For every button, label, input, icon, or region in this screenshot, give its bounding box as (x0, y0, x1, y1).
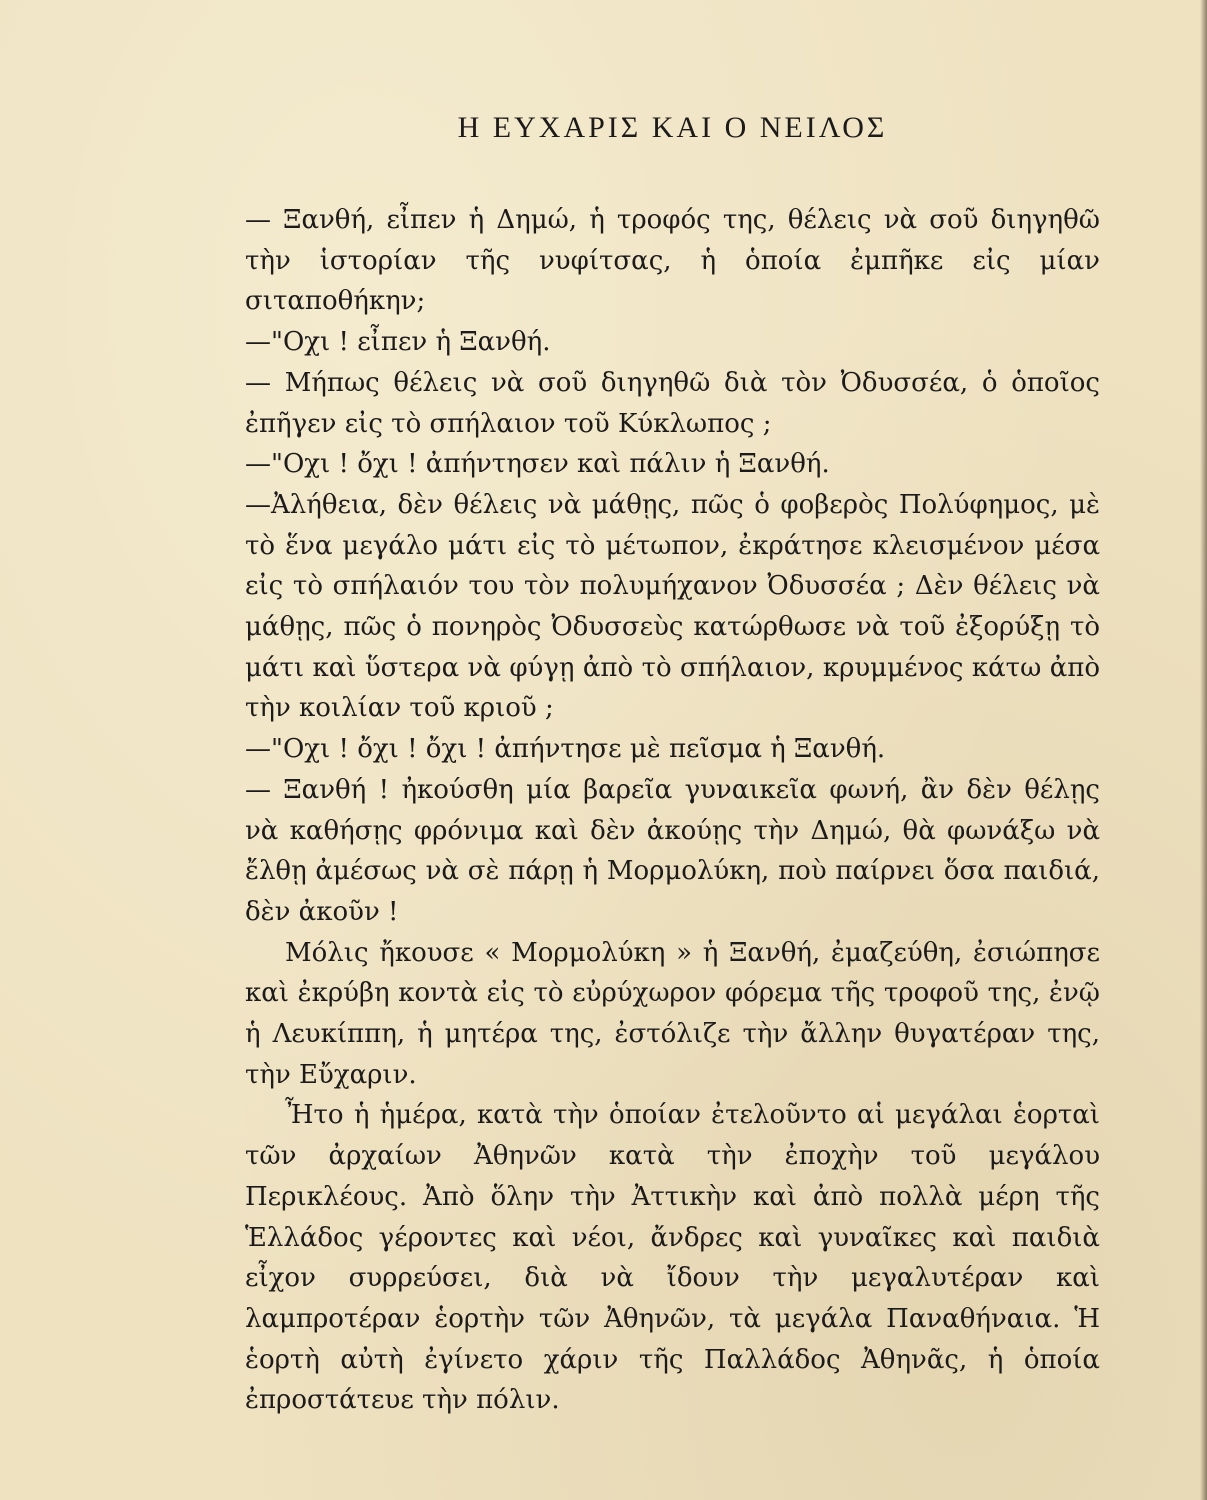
text-block (245, 108, 1100, 1421)
paragraph-5: —Ἀλήθεια, δὲν θέλεις νὰ μάθῃς, πῶς ὁ φοβερὸς Πολύφημος, μὲ τὸ ἕνα μεγάλο μάτι εἰς τὸ μέτωπον, ἐκράτησε κλεισμένον μέσα εἰς τὸ σπήλαιόν του τὸν πολυμήχανον Ὀδυσσέα ; Δὲν θέλεις νὰ μάθῃς, πῶς ὁ πονηρὸς Ὀδυσσεὺς κατώρθωσε νὰ τοῦ ἐξορύξῃ τὸ μάτι καὶ ὕστερα νὰ φύγῃ ἀπὸ τὸ σπήλαιον, κρυμμένος κάτω ἀπὸ τὴν κοιλίαν τοῦ κριοῦ ; (245, 489, 1100, 724)
paragraph-7: — Ξανθή ! ἠκούσθη μία βαρεῖα γυναικεῖα φωνή, ἂν δὲν θέλῃς νὰ καθήσῃς φρόνιμα καὶ δὲν ἀκούῃς τὴν Δημώ, θὰ φωνάξω νὰ ἔλθῃ ἀμέσως νὰ σὲ πάρῃ ἡ Μορμολύκη, ποὺ παίρνει ὅσα παιδιά, δὲν ἀκοῦν ! (245, 774, 1100, 927)
paragraph-4: —"Οχι ! ὄχι ! ἀπήντησεν καὶ πάλιν ἡ Ξανθή. (245, 449, 830, 480)
chapter-title: Η ΕΥΧΑΡΙΣ ΚΑΙ Ο ΝΕΙΛΟΣ (457, 111, 888, 144)
paragraph-9: Ἦτο ἡ ἡμέρα, κατὰ τὴν ὁποίαν ἐτελοῦντο αἱ μεγάλαι ἑορταὶ τῶν ἀρχαίων Ἀθηνῶν κατὰ τὴν ἐποχὴν τοῦ μεγάλου Περικλέους. Ἀπὸ ὅλην τὴν Ἀττικὴν καὶ ἀπὸ πολλὰ μέρη τῆς Ἑλλάδος γέροντες καὶ νέοι, ἄνδρες καὶ γυναῖκες καὶ παιδιὰ εἶχον συρρεύσει, διὰ νὰ ἴδουν τὴν μεγαλυτέραν καὶ λαμπροτέραν ἑορτὴν τῶν Ἀθηνῶν, τὰ μεγάλα Παναθήναια. Ἡ ἑορτὴ αὐτὴ ἐγίνετο χάριν τῆς Παλλάδος Ἀθηνᾶς, ἡ ὁποία ἐπροστάτευε τὴν πόλιν. (245, 1100, 1100, 1416)
paragraph-1: — Ξανθή, εἶπεν ἡ Δημώ, ἡ τροφός της, θέλεις νὰ σοῦ διηγηθῶ τὴν ἱστορίαν τῆς νυφίτσας, ἡ ὁποία ἐμπῆκε εἰς μίαν σιταποθήκην; (245, 205, 1100, 317)
paragraph-3: — Μήπως θέλεις νὰ σοῦ διηγηθῶ διὰ τὸν Ὀδυσσέα, ὁ ὁποῖος ἐπῆγεν εἰς τὸ σπήλαιον τοῦ Κύκλωπος ; (245, 367, 1100, 439)
paragraph-2: —"Οχι ! εἶπεν ἡ Ξανθή. (245, 327, 551, 358)
page-edge-shadow (1200, 0, 1207, 1500)
paragraph-8: Μόλις ἤκουσε « Μορμολύκη » ἡ Ξανθή, ἐμαζεύθη, ἐσιώπησε καὶ ἐκρύβη κοντὰ εἰς τὸ εὐρύχωρον φόρεμα τῆς τροφοῦ της, ἐνῷ ἡ Λευκίππη, ἡ μητέρα της, ἐστόλιζε τὴν ἄλλην θυγατέραν της, τὴν Εὔχαριν. (245, 937, 1100, 1090)
paragraph-6: —"Οχι ! ὄχι ! ὄχι ! ἀπήντησε μὲ πεῖσμα ἡ Ξανθή. (245, 734, 886, 765)
